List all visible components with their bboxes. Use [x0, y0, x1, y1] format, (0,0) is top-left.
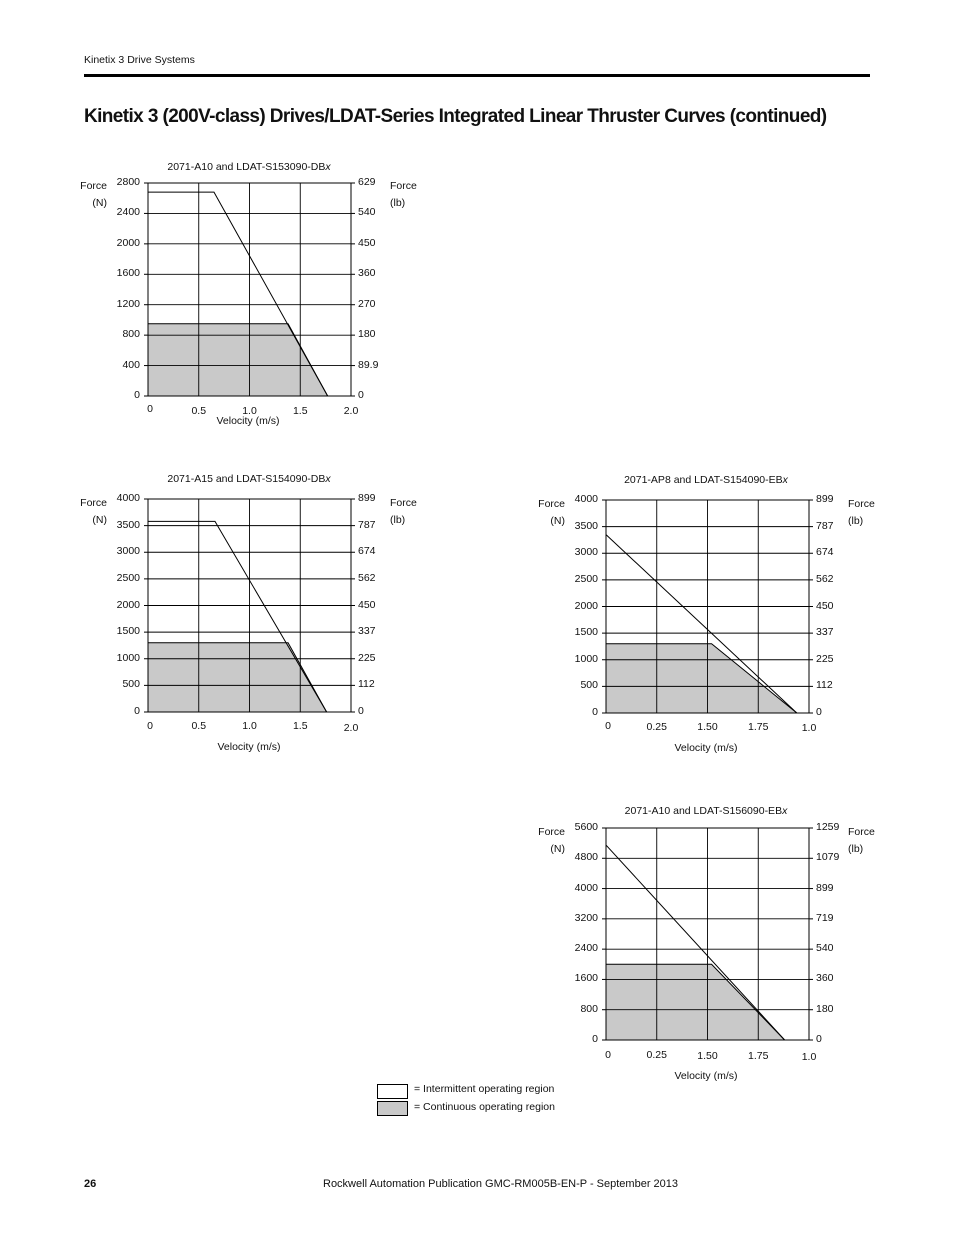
- legend-swatch-intermittent: [377, 1084, 408, 1099]
- chart-title-suffix: x: [325, 161, 331, 173]
- y-tick-label-left: 1600: [574, 972, 598, 985]
- y-tick-label-right: 899: [816, 493, 834, 505]
- y-tick-label-right: 787: [358, 518, 376, 531]
- y-tick-label-left: 4800: [574, 851, 598, 864]
- y-tick-label-right: 112: [358, 678, 375, 691]
- y-tick-label-right: 112: [816, 679, 833, 692]
- y-tick-label-left: 2500: [574, 572, 598, 585]
- y-axis-caption-left-line: Force: [80, 497, 107, 509]
- y-tick-label-left: 1600: [116, 267, 140, 280]
- y-axis-caption-right-line: (lb): [390, 197, 406, 209]
- running-header: Kinetix 3 Drive Systems: [84, 54, 195, 66]
- x-tick-label: 0: [605, 720, 611, 732]
- x-tick-label: 0.25: [646, 1049, 667, 1061]
- y-tick-label-left: 1500: [574, 626, 598, 639]
- x-tick-label: 0.25: [646, 721, 667, 733]
- y-tick-label-right: 337: [816, 626, 834, 639]
- y-tick-label-right: 0: [816, 1033, 822, 1045]
- y-tick-label-left: 800: [122, 328, 140, 341]
- y-tick-label-left: 2000: [574, 599, 598, 612]
- chart-title-suffix: x: [782, 805, 788, 817]
- y-tick-label-left: 0: [134, 389, 140, 401]
- y-tick-label-right: 629: [358, 176, 376, 188]
- x-tick-label: 0: [147, 720, 153, 732]
- y-tick-label-left: 1000: [116, 651, 140, 664]
- page-number: 26: [84, 1178, 97, 1190]
- x-tick-label: 1.0: [801, 1051, 817, 1063]
- x-tick-label: 0: [605, 1049, 611, 1061]
- x-tick-label: 1.5: [292, 405, 308, 417]
- chart-title-main: 2071-AP8 and LDAT-S154090-EB: [624, 474, 783, 486]
- y-axis-caption-right-line: (lb): [848, 515, 864, 527]
- y-tick-label-right: 787: [816, 519, 834, 532]
- y-axis-caption-left-line: (N): [550, 515, 565, 527]
- y-tick-label-left: 2500: [116, 571, 140, 584]
- y-tick-label-left: 4000: [574, 493, 598, 505]
- legend-label-continuous: = Continuous operating region: [414, 1101, 555, 1113]
- y-tick-label-left: 4000: [574, 881, 598, 894]
- y-tick-label-right: 180: [358, 328, 376, 341]
- y-tick-label-right: 0: [358, 389, 364, 401]
- y-tick-label-right: 450: [358, 236, 376, 249]
- chart-title-suffix: x: [325, 473, 331, 485]
- y-tick-label-left: 400: [122, 358, 140, 371]
- y-tick-label-left: 3200: [574, 911, 598, 924]
- y-tick-label-left: 0: [134, 705, 140, 717]
- y-tick-label-right: 270: [358, 297, 376, 310]
- x-axis-label: Velocity (m/s): [674, 1070, 738, 1082]
- y-axis-caption-right-line: (lb): [390, 514, 406, 526]
- x-tick-label: 0: [147, 403, 153, 415]
- y-tick-label-right: 180: [816, 1002, 834, 1015]
- x-tick-label: 0.5: [191, 720, 207, 732]
- y-tick-label-left: 5600: [574, 821, 598, 833]
- legend-swatch-continuous: [377, 1101, 408, 1116]
- x-axis-label: Velocity (m/s): [216, 415, 280, 427]
- y-tick-label-left: 2400: [574, 942, 598, 955]
- chart-title-main: 2071-A10 and LDAT-S153090-DB: [167, 161, 326, 173]
- y-axis-caption-left-line: Force: [80, 180, 107, 192]
- y-tick-label-left: 0: [592, 1033, 598, 1045]
- y-tick-label-right: 0: [358, 705, 364, 717]
- y-axis-caption-right-line: Force: [848, 826, 875, 838]
- y-tick-label-right: 89.9: [358, 358, 379, 371]
- y-tick-label-left: 800: [580, 1002, 598, 1015]
- y-axis-caption-left-line: Force: [538, 498, 565, 510]
- x-tick-label: 1.0: [242, 405, 257, 417]
- x-tick-label: 1.50: [697, 1050, 718, 1062]
- y-axis-caption-left-line: (N): [92, 197, 107, 209]
- y-tick-label-left: 1200: [116, 297, 140, 310]
- y-tick-label-right: 719: [816, 911, 834, 924]
- y-tick-label-right: 450: [358, 598, 376, 611]
- y-tick-label-right: 450: [816, 599, 834, 612]
- x-axis-label: Velocity (m/s): [674, 742, 738, 754]
- y-axis-caption-right-line: Force: [390, 180, 417, 192]
- y-tick-label-left: 1000: [574, 652, 598, 665]
- y-tick-label-left: 2000: [116, 598, 140, 611]
- x-tick-label: 0.5: [191, 405, 207, 417]
- x-tick-label: 1.75: [748, 721, 769, 733]
- y-tick-label-left: 500: [122, 678, 140, 691]
- y-tick-label-right: 674: [816, 546, 834, 559]
- publication-info: Rockwell Automation Publication GMC-RM005B-EN-P - September 2013: [323, 1178, 679, 1190]
- y-tick-label-left: 3500: [116, 518, 140, 531]
- y-tick-label-left: 0: [592, 706, 598, 718]
- y-tick-label-right: 540: [358, 206, 376, 219]
- y-axis-caption-right-line: Force: [848, 498, 875, 510]
- y-tick-label-right: 899: [816, 881, 834, 894]
- y-tick-label-left: 500: [580, 679, 598, 692]
- x-tick-label: 1.75: [748, 1050, 769, 1062]
- x-tick-label: 1.0: [242, 720, 257, 732]
- y-tick-label-right: 899: [358, 492, 376, 504]
- x-tick-label: 1.0: [801, 722, 817, 734]
- x-tick-label: 1.5: [292, 720, 308, 732]
- y-tick-label-left: 3000: [574, 546, 598, 559]
- x-axis-label: Velocity (m/s): [217, 741, 281, 753]
- y-tick-label-right: 1079: [816, 851, 840, 864]
- y-tick-label-right: 562: [358, 571, 376, 584]
- y-tick-label-left: 3500: [574, 519, 598, 532]
- y-tick-label-right: 540: [816, 942, 834, 955]
- y-tick-label-left: 4000: [116, 492, 140, 504]
- y-tick-label-right: 360: [358, 267, 376, 280]
- x-tick-label: 2.0: [343, 405, 359, 417]
- y-axis-caption-right-line: Force: [390, 497, 417, 509]
- y-tick-label-left: 2000: [116, 236, 140, 249]
- y-tick-label-right: 562: [816, 572, 834, 585]
- x-tick-label: 2.0: [343, 722, 359, 734]
- y-tick-label-right: 674: [358, 545, 376, 558]
- y-tick-label-right: 360: [816, 972, 834, 985]
- y-tick-label-right: 225: [358, 651, 376, 664]
- y-tick-label-left: 2400: [116, 206, 140, 219]
- y-tick-label-right: 225: [816, 652, 834, 665]
- y-axis-caption-left-line: (N): [550, 843, 565, 855]
- y-axis-caption-right-line: (lb): [848, 843, 864, 855]
- legend-label-intermittent: = Intermittent operating region: [414, 1083, 555, 1095]
- chart-title-main: 2071-A15 and LDAT-S154090-DB: [167, 473, 326, 485]
- y-tick-label-right: 337: [358, 625, 376, 638]
- chart-title-suffix: x: [782, 474, 788, 486]
- y-tick-label-right: 0: [816, 706, 822, 718]
- y-tick-label-left: 2800: [116, 176, 140, 188]
- page-title: Kinetix 3 (200V-class) Drives/LDAT-Series Integrated Linear Thruster Curves (continued): [84, 106, 827, 127]
- y-tick-label-left: 1500: [116, 625, 140, 638]
- y-axis-caption-left-line: Force: [538, 826, 565, 838]
- chart-title-main: 2071-A10 and LDAT-S156090-EB: [624, 805, 783, 817]
- x-tick-label: 1.50: [697, 721, 718, 733]
- y-tick-label-right: 1259: [816, 821, 840, 833]
- y-axis-caption-left-line: (N): [92, 514, 107, 526]
- y-tick-label-left: 3000: [116, 545, 140, 558]
